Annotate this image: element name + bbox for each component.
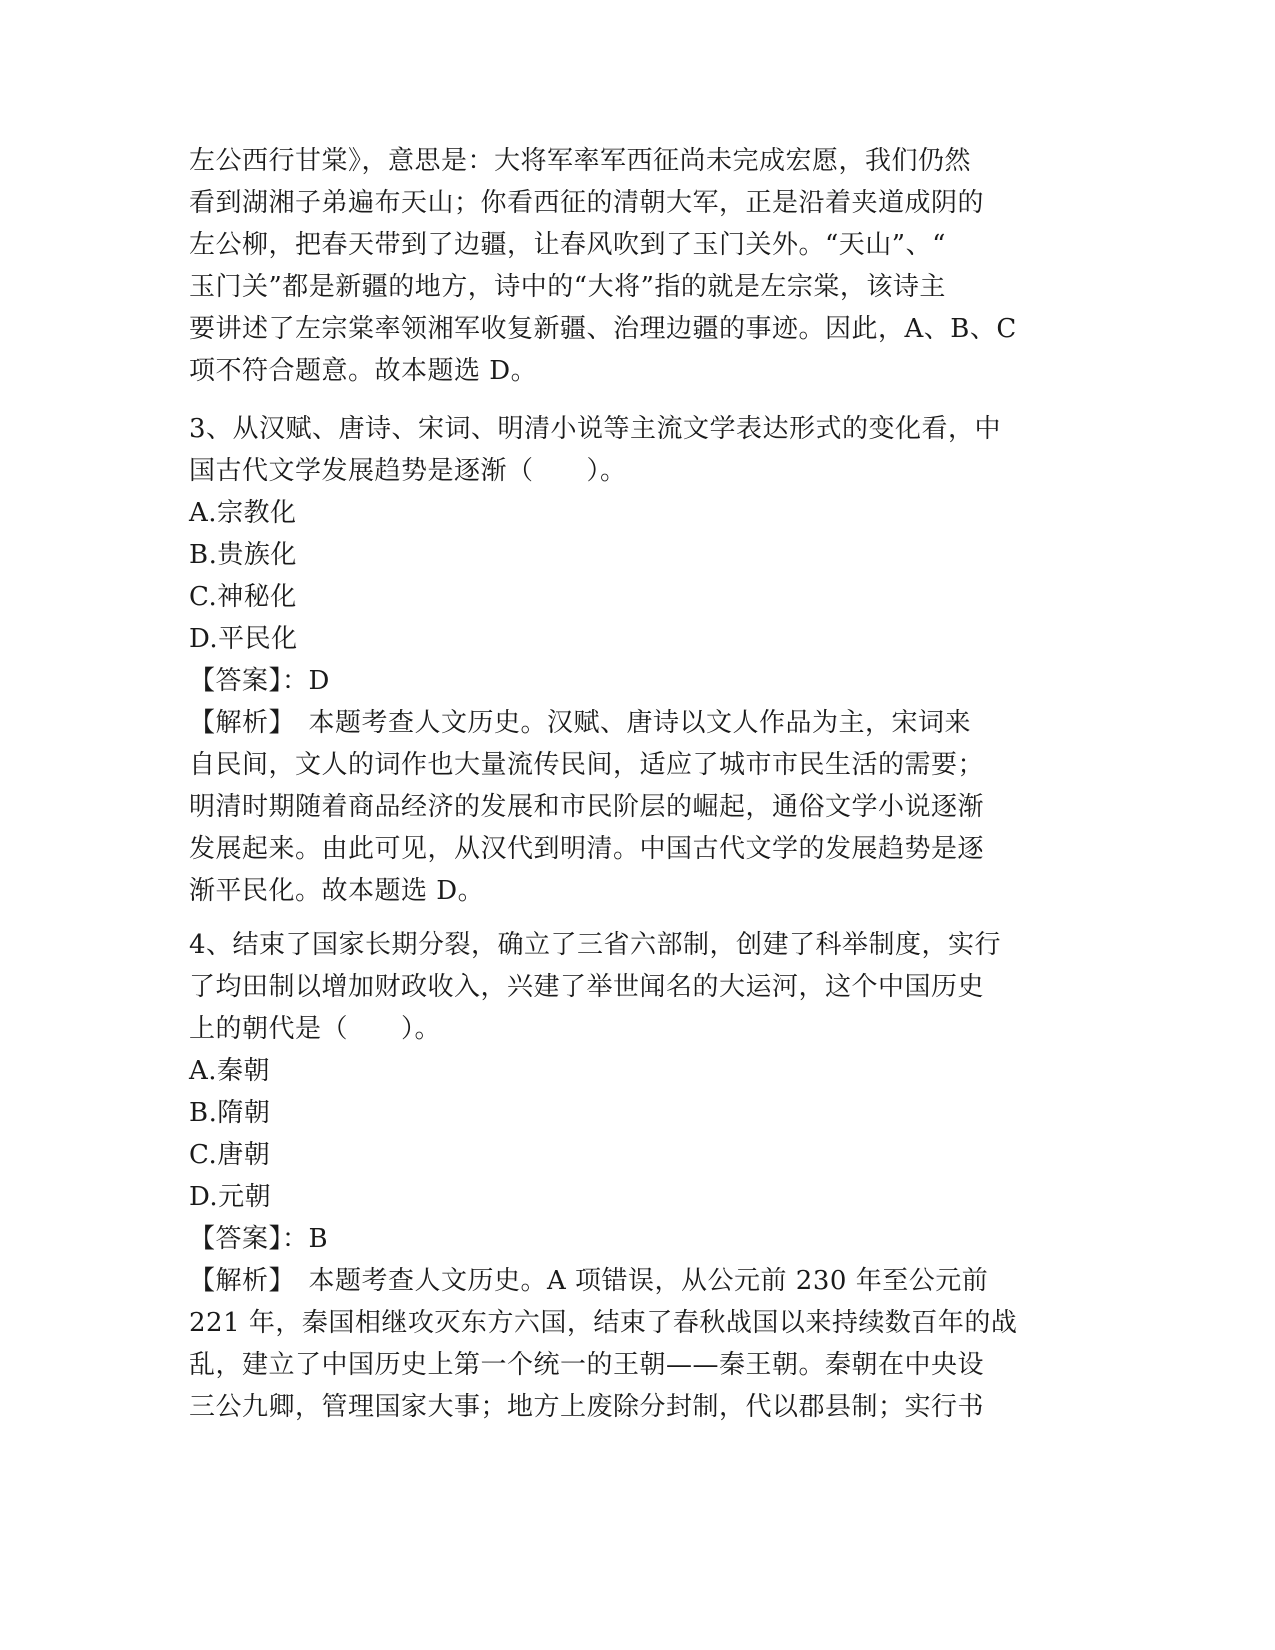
text-line: 左公西行甘棠》，意思是：大将军率军西征尚未完成宏愿，我们仍然 xyxy=(189,146,972,176)
explanation-line: 发展起来。由此可见，从汉代到明清。中国古代文学的发展趋势是逐 xyxy=(189,834,985,864)
text-line: 项不符合题意。故本题选 D。 xyxy=(189,356,538,386)
option-c: C.唐朝 xyxy=(189,1140,271,1170)
q2-explanation-tail xyxy=(189,140,1089,392)
option-d: D.平民化 xyxy=(189,624,298,654)
answer: 【答案】：B xyxy=(189,1224,329,1254)
option-d: D.元朝 xyxy=(189,1182,272,1212)
option-b: B.隋朝 xyxy=(189,1098,271,1128)
option-a: A.秦朝 xyxy=(189,1056,271,1086)
text-line: 要讲述了左宗棠率领湘军收复新疆、治理边疆的事迹。因此，A、B、C xyxy=(189,314,1017,344)
explanation-line: 【解析】 本题考查人文历史。汉赋、唐诗以文人作品为主，宋词来 xyxy=(189,708,972,738)
explanation-line: 乱，建立了中国历史上第一个统一的王朝——秦王朝。秦朝在中央设 xyxy=(189,1350,985,1380)
explanation-line: 渐平民化。故本题选 D。 xyxy=(189,876,485,906)
option-b: B.贵族化 xyxy=(189,540,297,570)
question-3 xyxy=(189,408,1089,912)
text-line: 左公柳，把春天带到了边疆，让春风吹到了玉门关外。“天山”、“ xyxy=(189,230,946,260)
explanation-line: 【解析】 本题考查人文历史。A 项错误，从公元前 230 年至公元前 xyxy=(189,1266,989,1296)
explanation-line: 明清时期随着商品经济的发展和市民阶层的崛起，通俗文学小说逐渐 xyxy=(189,792,985,822)
text-line: 看到湖湘子弟遍布天山；你看西征的清朝大军，正是沿着夹道成阴的 xyxy=(189,188,985,218)
explanation-line: 自民间，文人的词作也大量流传民间，适应了城市市民生活的需要； xyxy=(189,750,985,780)
explanation-line: 221 年，秦国相继攻灭东方六国，结束了春秋战国以来持续数百年的战 xyxy=(189,1308,1018,1338)
question-stem: 4、结束了国家长期分裂，确立了三省六部制，创建了科举制度，实行 xyxy=(189,930,1002,960)
question-stem: 3、从汉赋、唐诗、宋词、明清小说等主流文学表达形式的变化看，中 xyxy=(189,414,1002,444)
explanation-line: 三公九卿，管理国家大事；地方上废除分封制，代以郡县制；实行书 xyxy=(189,1392,985,1422)
text-line: 玉门关”都是新疆的地方，诗中的“大将”指的就是左宗棠，该诗主 xyxy=(189,272,946,302)
question-stem: 国古代文学发展趋势是逐渐（ ）。 xyxy=(189,456,627,486)
question-stem: 上的朝代是（ ）。 xyxy=(189,1014,442,1044)
answer: 【答案】：D xyxy=(189,666,330,696)
question-stem: 了均田制以增加财政收入，兴建了举世闻名的大运河，这个中国历史 xyxy=(189,972,985,1002)
option-a: A.宗教化 xyxy=(189,498,297,528)
question-4 xyxy=(189,924,1089,1428)
option-c: C.神秘化 xyxy=(189,582,297,612)
